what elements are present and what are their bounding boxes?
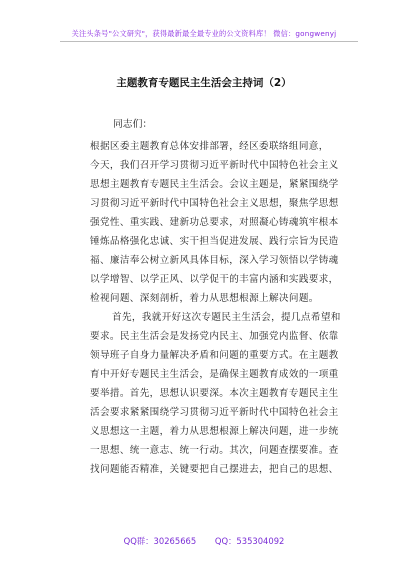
body-line: 根据区委主题教育总体安排部署，经区委联络组同意， [90,141,329,152]
body-line: 要举措。首先，思想认识要深。本次主题教育专题民主生 [90,388,339,399]
footer-contact [0,535,408,547]
document-title: 主题教育专题民主生活会主持词（2） [116,77,292,89]
body-line: 检视问题、深刻剖析，着力从思想根源上解决问题。 [90,293,319,304]
body-line: 找问题能否精准，关键要把自己摆进去，把自己的思想、 [90,464,339,475]
body-line: 育中开好专题民主生活会，是确保主题教育成效的一项重 [90,369,339,380]
body-line: 以学增智、以学正风、以学促干的丰富内涵和实践要求， [90,274,339,285]
header-banner: 关注头条号"公文研究"，获得最新最全最专业的公文资料库！ 微信：gongwenyj [71,29,337,38]
body-line: 领导班子自身力量解决矛盾和问题的重要方式。在主题教 [90,350,339,361]
footer-qq: QQ：535304092 [214,536,285,546]
footer-qq-group: QQ群：30265665 [123,536,197,546]
body-line: 义思想这一主题，着力从思想根源上解决问题，进一步统 [90,426,339,437]
body-line: 习贯彻习近平新时代中国特色社会主义思想，聚焦学思想 [90,198,339,209]
body-line: 今天，我们召开学习贯彻习近平新时代中国特色社会主义 [90,160,339,171]
body-line: 要求。民主生活会是发扬党内民主、加强党内监督、依靠 [90,331,339,342]
header-divider [60,41,358,42]
body-line: 锤炼品格强化忠诚、实干担当促进发展、践行宗旨为民造 [90,236,339,247]
body-line: 一思想、统一意志、统一行动。其次，问题查摆要准。查 [90,445,339,456]
body-line: 首先，我就开好这次专题民主生活会，提几点希望和 [112,312,341,323]
body-line: 活会要求紧紧围绕学习贯彻习近平新时代中国特色社会主 [90,407,339,418]
document-body [90,137,352,479]
body-line: 思想主题教育专题民主生活会。会议主题是，紧紧围绕学 [90,179,339,190]
body-line: 福、廉洁奉公树立新风具体目标，深入学习领悟以学铸魂 [90,255,339,266]
greeting: 同志们： [113,119,153,130]
body-line: 强党性、重实践、建新功总要求，对照凝心铸魂筑牢根本 [90,217,339,228]
